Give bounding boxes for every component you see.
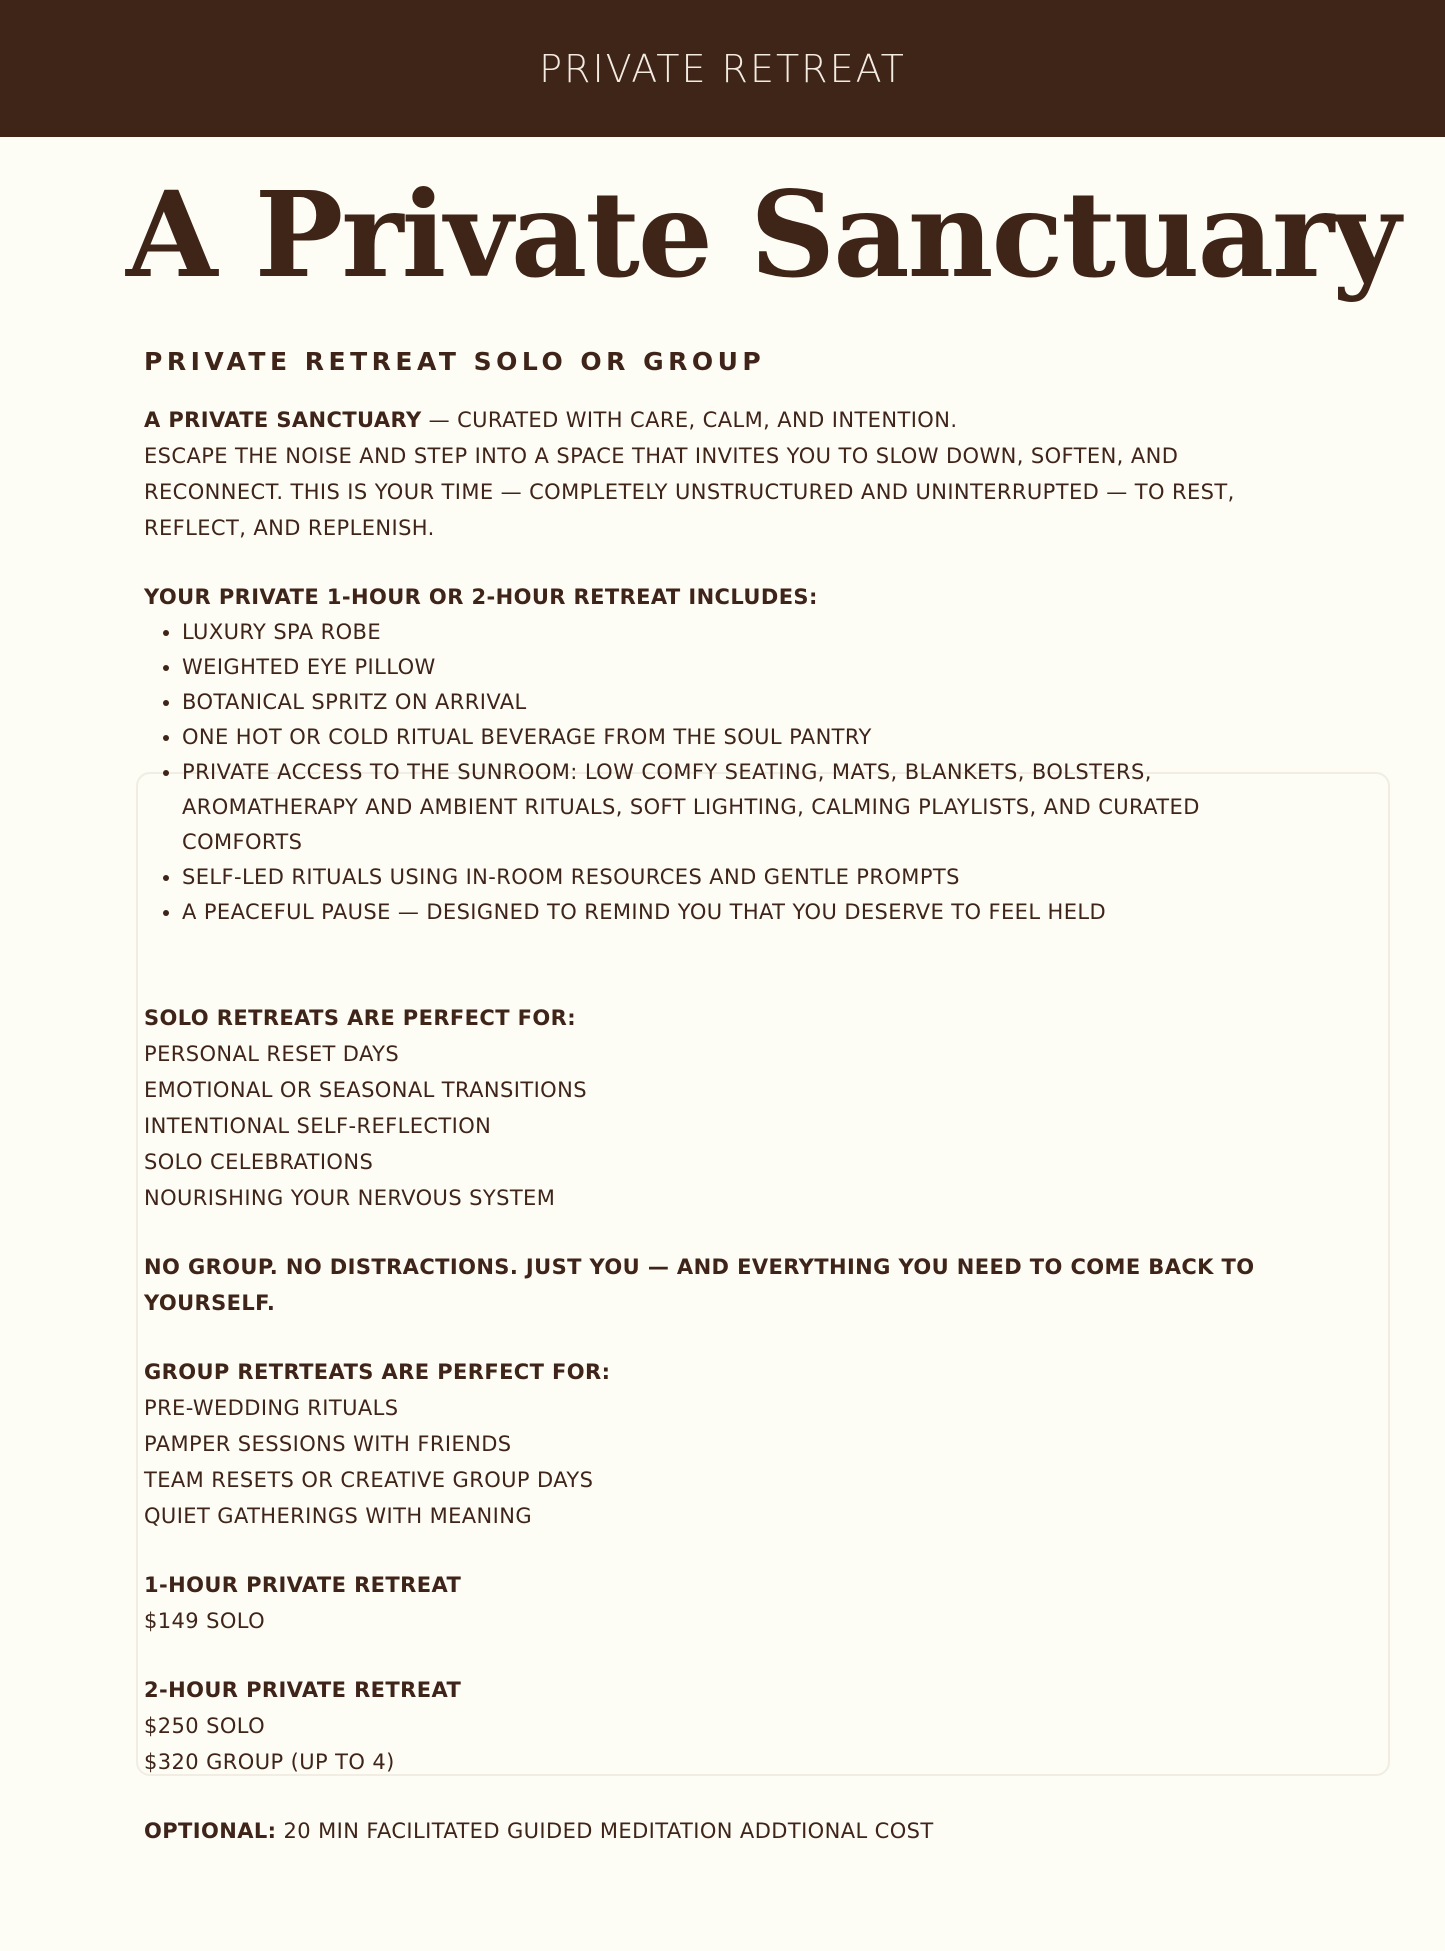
page-title: A Private Sanctuary — [126, 165, 1399, 304]
price-2hr-group: $320 GROUP (UP TO 4) — [144, 1750, 395, 1774]
list-item: NOURISHING YOUR NERVOUS SYSTEM — [144, 1186, 556, 1210]
group-list — [144, 1390, 1314, 1534]
list-item: • A PEACEFUL PAUSE — DESIGNED TO REMIND YOU THAT YOU DESERVE TO FEEL HELD — [182, 895, 1314, 930]
header-bar — [0, 0, 1445, 137]
optional-text: 20 MIN FACILITATED GUIDED MEDITATION ADDTIONAL COST — [276, 1819, 934, 1843]
list-item: PAMPER SESSIONS WITH FRIENDS — [144, 1432, 512, 1456]
optional-note — [144, 1813, 1314, 1849]
price-1hr-heading: 1-HOUR PRIVATE RETREAT — [144, 1573, 462, 1597]
list-item: PRE-WEDDING RITUALS — [144, 1396, 399, 1420]
section-subtitle: PRIVATE RETREAT SOLO OR GROUP — [144, 347, 766, 376]
main-content — [144, 340, 1314, 1849]
list-item: SOLO CELEBRATIONS — [144, 1150, 374, 1174]
intro-lead-bold: A PRIVATE SANCTUARY — [144, 408, 422, 432]
solo-heading: SOLO RETREATS ARE PERFECT FOR: — [144, 1006, 576, 1030]
list-item: TEAM RESETS OR CREATIVE GROUP DAYS — [144, 1468, 594, 1492]
includes-heading: YOUR PRIVATE 1-HOUR OR 2-HOUR RETREAT INCLUDES: — [144, 585, 818, 609]
intro-lead-rest: — CURATED WITH CARE, CALM, AND INTENTION. — [421, 408, 958, 432]
intro-body: ESCAPE THE NOISE AND STEP INTO A SPACE THAT INVITES YOU TO SLOW DOWN, SOFTEN, AND RECONNECT. THIS IS YOUR TIME — COMPLETELY UNSTRUCTURED AND UNINTERRUPTED — TO REST, REFLECT, AND REPLENISH. — [144, 444, 1235, 540]
solo-list — [144, 1036, 1314, 1216]
price-2hr-solo: $250 SOLO — [144, 1714, 266, 1738]
tagline: NO GROUP. NO DISTRACTIONS. JUST YOU — AND EVERYTHING YOU NEED TO COME BACK TO YOURSELF. — [144, 1255, 1255, 1315]
header-title: PRIVATE RETREAT — [539, 46, 906, 91]
list-item: PERSONAL RESET DAYS — [144, 1042, 400, 1066]
price-1hr-solo: $149 SOLO — [144, 1609, 266, 1633]
list-item: • ONE HOT OR COLD RITUAL BEVERAGE FROM THE SOUL PANTRY — [182, 720, 1314, 755]
list-item: • SELF-LED RITUALS USING IN-ROOM RESOURCES AND GENTLE PROMPTS — [182, 860, 1314, 895]
optional-label: OPTIONAL: — [144, 1819, 277, 1843]
list-item: QUIET GATHERINGS WITH MEANING — [144, 1504, 533, 1528]
price-2hr-heading: 2-HOUR PRIVATE RETREAT — [144, 1678, 462, 1702]
includes-list — [144, 615, 1314, 930]
list-item: • WEIGHTED EYE PILLOW — [182, 650, 1314, 685]
list-item: EMOTIONAL OR SEASONAL TRANSITIONS — [144, 1078, 587, 1102]
list-item: • BOTANICAL SPRITZ ON ARRIVAL — [182, 685, 1314, 720]
list-item: INTENTIONAL SELF-REFLECTION — [144, 1114, 492, 1138]
intro-lead — [144, 402, 1314, 438]
group-heading: GROUP RETRTEATS ARE PERFECT FOR: — [144, 1360, 611, 1384]
list-item: • PRIVATE ACCESS TO THE SUNROOM: LOW COMFY SEATING, MATS, BLANKETS, BOLSTERS, AROMATHERAPY AND AMBIENT RITUALS, SOFT LIGHTING, CALMING PLAYLISTS, AND CURATED COMFORTS — [182, 755, 1314, 860]
list-item: • LUXURY SPA ROBE — [182, 615, 1314, 650]
